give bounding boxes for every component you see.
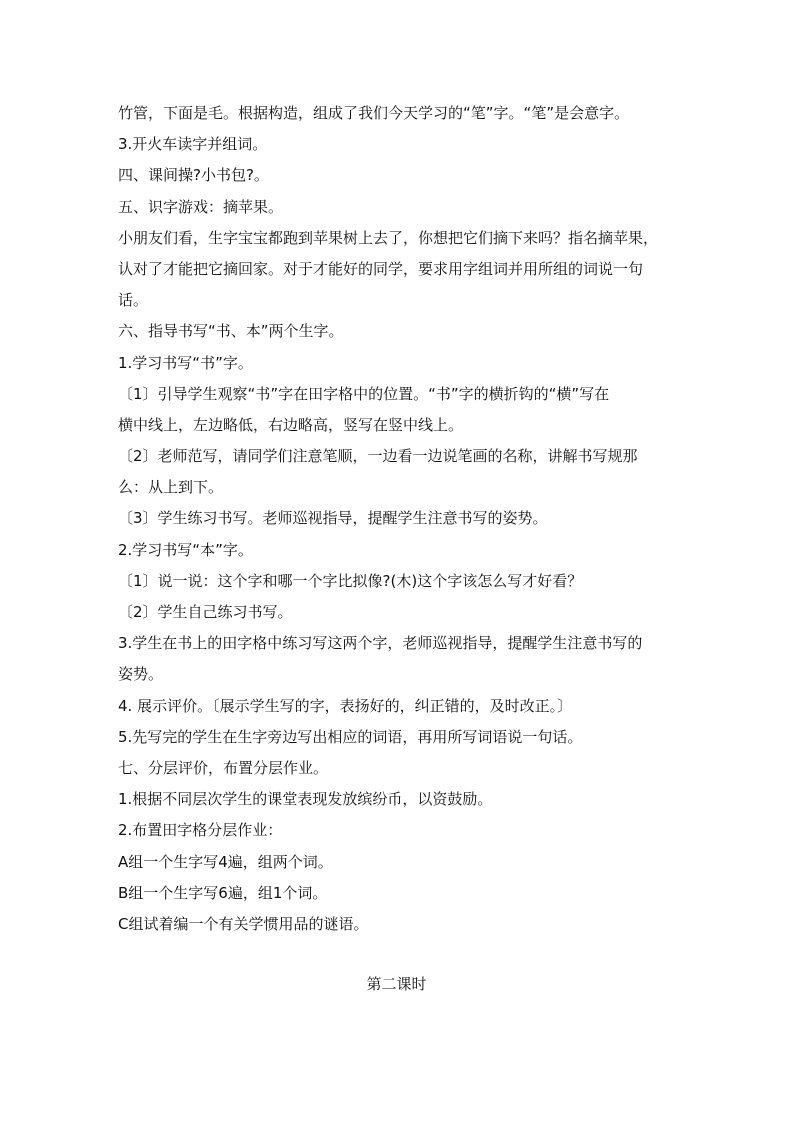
text-line: 〔3〕学生练习书写。老师巡视指导，提醒学生注意书写的姿势。 xyxy=(118,509,548,528)
text-line: 姿势。 xyxy=(118,665,164,684)
text-line: 〔2〕学生自己练习书写。 xyxy=(118,603,293,621)
text-line: 竹管，下面是毛。根据构造，组成了我们今天学习的“笔”字。“笔”是会意字。 xyxy=(118,104,630,122)
body-text xyxy=(118,98,690,940)
text-line: 2.布置田字格分层作业： xyxy=(118,821,283,840)
text-line: B组一个生字写6遍，组1个词。 xyxy=(118,883,328,902)
text-line: 〔1〕说一说：这个字和哪一个字比拟像?(木)这个字该怎么写才好看？ xyxy=(118,571,583,590)
text-line: 3.开火车读字并组词。 xyxy=(118,135,268,154)
text-line: 1.根据不同层次学生的课堂表现发放缤纷币，以资鼓励。 xyxy=(118,790,493,809)
text-line: 5.先写完的学生在生字旁边写出相应的词语，再用所写词语说一句话。 xyxy=(118,727,583,746)
section-title: 第二课时 xyxy=(366,975,427,993)
text-line: A组一个生字写4遍，组两个词。 xyxy=(118,852,333,871)
text-line: 横中线上，左边略低，右边略高，竖写在竖中线上。 xyxy=(118,415,464,434)
text-line: 小朋友们看，生字宝宝都跑到苹果树上去了，你想把它们摘下来吗？指名摘苹果， xyxy=(118,228,659,247)
text-line: 五、识字游戏：摘苹果。 xyxy=(118,197,284,216)
text-line: 3.学生在书上的田字格中练习写这两个字，老师巡视指导，提醒学生注意书写的 xyxy=(118,634,643,653)
text-line: C组试着编一个有关学惯用品的谜语。 xyxy=(118,914,369,933)
text-line: 七、分层评价，布置分层作业。 xyxy=(118,758,329,777)
text-line: 2.学习书写“本”字。 xyxy=(118,540,253,559)
text-line: 六、指导书写“书、本”两个生字。 xyxy=(118,322,344,341)
text-line: 4. 展示评价。〔展示学生写的字，表扬好的，纠正错的，及时改正。〕 xyxy=(118,696,573,715)
text-line: 1.学习书写“书”字。 xyxy=(118,353,253,372)
text-line: 四、课间操?小书包?。 xyxy=(118,166,269,185)
text-line: 〔1〕引导学生观察“书”字在田字格中的位置。“书”字的横折钩的“横”写在 xyxy=(118,384,610,403)
text-line: 话。 xyxy=(118,291,149,310)
text-line: 〔2〕老师范写，请同学们注意笔顺，一边看一边说笔画的名称，讲解书写规那 xyxy=(118,447,638,466)
text-line: 认对了才能把它摘回家。对于才能好的同学，要求用字组词并用所组的词说一句 xyxy=(118,259,644,278)
text-line: 么：从上到下。 xyxy=(118,478,224,497)
